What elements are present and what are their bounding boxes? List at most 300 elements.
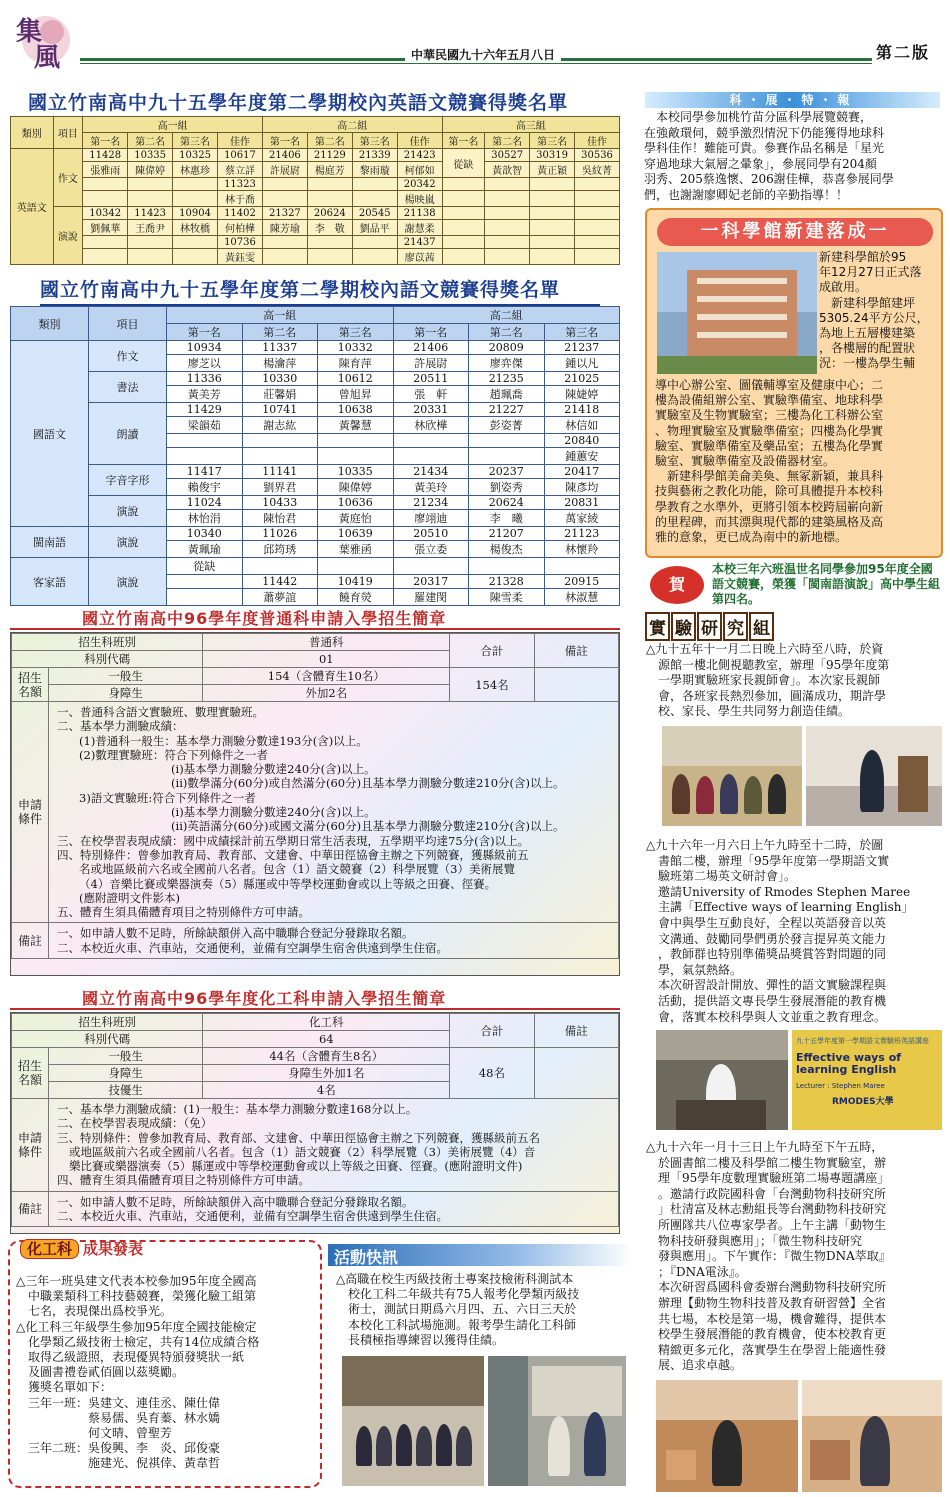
- table-row: [11, 149, 620, 162]
- table-cell: 饒育熒: [318, 589, 394, 606]
- condition-line: 名或地區級前六名或全國前八名者。包含（1）語文競賽（2）科學展覽（3）美術展覽: [79, 862, 515, 877]
- table-cell: 賴俊宇: [167, 479, 243, 496]
- text-line: 物科技研發與應用」；「微生物科技研究: [646, 1233, 863, 1248]
- table-cell: 楊庭芳: [307, 162, 352, 178]
- total-header: 合計: [450, 1014, 534, 1048]
- note-header: 備註: [534, 1014, 618, 1048]
- text-line: 學科佳作！難能可貴。參賽作品名稱是「星光: [644, 141, 885, 155]
- table-cell: 李 敬: [307, 220, 352, 236]
- table-cell: [442, 249, 485, 265]
- text-line: 源館一樓北側視聽教室，辦理「95學年度第: [646, 657, 890, 672]
- issue-date: 中華民國九十六年五月八日: [405, 46, 561, 63]
- item-cell: 作文: [89, 341, 167, 372]
- notes-list: [49, 1191, 619, 1227]
- condition-line: 或地區級前六名或全國前八名者。包含（1）語文競賽（2）科學展覽（3）美術展覽（4）音: [69, 1144, 536, 1159]
- table-cell: [307, 249, 352, 265]
- table-cell: [262, 236, 307, 249]
- table-cell: 劉界君: [242, 479, 318, 496]
- condition-line: (1)普通科一般生：基本學力測驗分數達193分(含)以上。: [79, 733, 368, 748]
- text-line: 技與藝術之教化功能，除可具體提升本校科: [655, 484, 884, 499]
- table-cell: 21418: [544, 403, 620, 417]
- table-cell: 20511: [393, 372, 469, 386]
- science-building-text: [655, 378, 939, 545]
- table-cell: 10342: [83, 207, 128, 220]
- text-line: 會，落實本校科學與人文並重之教育理念。: [646, 1009, 887, 1024]
- table-cell: 劉品平: [352, 220, 397, 236]
- text-line: ，教師群也特別準備獎品獎賞答對問題的同: [646, 947, 887, 962]
- table-row: [11, 527, 620, 541]
- table-cell: [262, 178, 307, 191]
- disabled-quota: 身障生外加1名: [203, 1065, 450, 1082]
- table-cell: 21235: [469, 372, 545, 386]
- table-cell: 10330: [242, 372, 318, 386]
- dept-code: 64: [203, 1031, 450, 1048]
- place-header: 第一名: [393, 324, 469, 341]
- table-cell: 10639: [318, 527, 394, 541]
- table-row: [11, 465, 620, 479]
- table-cell: 黃珮瑜: [167, 541, 243, 558]
- table-cell: [173, 236, 218, 249]
- table-cell: 20831: [544, 496, 620, 510]
- table-cell: 陳彥均: [544, 479, 620, 496]
- table-cell: 21423: [397, 149, 442, 162]
- table-row: [11, 178, 620, 191]
- table-cell: [575, 236, 620, 249]
- table-cell: 20915: [544, 575, 620, 589]
- header-item: 項目: [53, 117, 83, 149]
- text-line: 邀請University of Rmodes Stephen Maree: [646, 884, 911, 899]
- general-admission-title: 國立竹南高中96學年度普通科申請入學招生簡章: [82, 609, 447, 628]
- table-row: [11, 403, 620, 417]
- text-line: 於圖書館二樓及科學館二樓生物實驗室，辦: [646, 1155, 887, 1170]
- condition-line: 五、體育生須具備體育項目之特別條件方可申請。: [57, 905, 311, 920]
- science-building-box: [645, 208, 943, 558]
- item-cell: 演說: [53, 207, 83, 265]
- table-cell: 陳偉婷: [128, 162, 173, 178]
- science-building-side-text: [819, 250, 939, 372]
- condition-line: 四、體育生須具備體育項目之特別條件方可申請。: [57, 1173, 311, 1188]
- item-cell: 作文: [53, 149, 83, 207]
- place-header: 第三名: [530, 133, 575, 149]
- place-header: 第二名: [242, 324, 318, 341]
- place-header: 第三名: [173, 133, 218, 149]
- table-cell: 11323: [218, 178, 263, 191]
- table-cell: 羅建閔: [393, 589, 469, 606]
- table-cell: 彭姿菁: [469, 417, 545, 434]
- lecture-photo-2: [802, 1380, 942, 1492]
- quota-total: 48名: [450, 1048, 534, 1099]
- table-cell: [393, 558, 469, 575]
- text-line: 為地上五層樓建築: [819, 326, 916, 341]
- chem-results-box: [8, 1240, 322, 1488]
- item-cell: 朗讀: [89, 403, 167, 465]
- group-header: 高三組: [442, 117, 619, 133]
- condition-line: 二、基本學力測驗成績：: [57, 719, 184, 734]
- chem-results-text: [16, 1274, 316, 1472]
- table-cell: [485, 249, 530, 265]
- table-cell: 吳紋菁: [575, 162, 620, 178]
- text-line: 三年一班：吳建文、連佳丞、陳仕偉: [16, 1395, 221, 1410]
- table-cell: [167, 575, 243, 589]
- text-line: 實驗室及生物實驗室；三樓為化工科辦公室: [655, 408, 884, 423]
- table-cell: 20624: [307, 207, 352, 220]
- table-cell: [485, 207, 530, 220]
- table-row: [11, 496, 620, 510]
- science-building-banner: 一科學館新建落成一: [657, 218, 933, 246]
- table-cell: 林牧橋: [173, 220, 218, 236]
- table-row: [11, 162, 620, 178]
- lab-news-english-seminar: [646, 838, 944, 1025]
- text-line: 蔡易儒、吳育蓁、林水嬌: [16, 1410, 221, 1425]
- quota-total: 154名: [450, 668, 534, 702]
- lab-photo: [488, 1356, 626, 1486]
- condition-line: 一、基本學力測驗成績：(1)一般生：基本學力測驗分數達168分以上。: [57, 1102, 418, 1116]
- table-cell: 10904: [173, 207, 218, 220]
- text-line: △化工科三年級學生參加95年度全國技能檢定: [16, 1319, 257, 1334]
- congratulations-note: [650, 562, 942, 608]
- table-cell: 20510: [393, 527, 469, 541]
- svg-text:風: 風: [34, 43, 61, 72]
- table-cell: [352, 249, 397, 265]
- dept-name: 普通科: [203, 634, 450, 651]
- table-cell: [83, 249, 128, 265]
- note-line: 一、如申請人數不足時，所餘缺額併入高中職聯合登記分發錄取名額。: [57, 1194, 414, 1209]
- newspaper-logo: [12, 10, 74, 72]
- class-header: 招生科班別: [12, 1014, 203, 1031]
- chinese-contest-title: 國立竹南高中九十五學年度第二學期校內語文競賽得獎名單: [40, 275, 600, 306]
- text-line: 本校化工科試場施測。報考學生請化工科師: [336, 1317, 577, 1332]
- text-line: 文溝通、鼓勵同學們勇於發言提昇英文能力: [646, 931, 887, 946]
- table-cell: [442, 191, 485, 207]
- general-quota: 154（含體育生10名）: [203, 668, 450, 685]
- table-cell: 楊俊杰: [469, 541, 545, 558]
- table-cell: [442, 207, 485, 220]
- table-cell: [393, 448, 469, 465]
- text-line: 一學期實驗班家長親師會」。本次家長親師: [646, 673, 881, 688]
- chem-admission-box: [10, 1012, 620, 1234]
- parent-meeting-photo-1: [662, 726, 802, 826]
- table-cell: 21129: [307, 149, 352, 162]
- table-cell: [575, 178, 620, 191]
- english-contest-title: 國立竹南高中九十五學年度第二學期校內英語文競賽得獎名單: [28, 88, 588, 119]
- text-line: 校、家長、學生共同努力創造佳績。: [646, 704, 851, 719]
- item-cell: 字音字形: [89, 465, 167, 496]
- table-cell: 11336: [167, 372, 243, 386]
- seminar-photo-1: [656, 1030, 788, 1130]
- table-cell: [83, 191, 128, 207]
- table-cell: [469, 558, 545, 575]
- text-line: 三年二班：吳俊興、李 炎、邱俊豪: [16, 1441, 221, 1456]
- table-cell: [128, 236, 173, 249]
- table-cell: [530, 249, 575, 265]
- news-heading-bar: [328, 1244, 632, 1266]
- table-cell: 10419: [318, 575, 394, 589]
- text-line: 取得乙級證照，表現優異特頒發獎狀一紙: [16, 1350, 245, 1365]
- table-cell: 11442: [242, 575, 318, 589]
- table-cell: [128, 249, 173, 265]
- heading-char: 驗: [671, 612, 696, 641]
- congratulations-seal: 賀: [650, 566, 704, 604]
- group-header: 高二組: [262, 117, 442, 133]
- table-cell: 11141: [242, 465, 318, 479]
- text-line: 活動，提供語文專長學生發展潛能的教育機: [646, 993, 887, 1008]
- table-cell: [530, 236, 575, 249]
- table-cell: [485, 191, 530, 207]
- table-cell: [242, 558, 318, 575]
- text-line: 何文晴、曾聖芳: [16, 1426, 173, 1441]
- table-cell: 廖苡茜: [397, 249, 442, 265]
- vacant-cell: 從缺: [167, 558, 243, 575]
- text-line: △高職在校生丙級技術士專案技檢術科測試本: [336, 1272, 574, 1286]
- table-cell: 劉姿秀: [469, 479, 545, 496]
- place-header: 第一名: [83, 133, 128, 149]
- table-cell: [442, 236, 485, 249]
- table-cell: [393, 434, 469, 448]
- text-line: 驗班第二場英文研討會」。: [646, 869, 797, 884]
- page-number: 第二版: [876, 43, 931, 62]
- table-cell: 10433: [242, 496, 318, 510]
- table-row: [11, 220, 620, 236]
- header-item: 項目: [89, 307, 167, 341]
- table-cell: 11428: [83, 149, 128, 162]
- table-cell: [167, 589, 243, 606]
- quota-note: [534, 668, 618, 702]
- quota-label: 招生名額: [12, 1048, 49, 1099]
- table-cell: [173, 178, 218, 191]
- table-cell: 黃馨慧: [318, 417, 394, 434]
- text-line: 共七場，本校是第一場，機會難得，提供本: [646, 1311, 887, 1326]
- code-header: 科別代碼: [12, 1031, 203, 1048]
- slide-lecturer: Lecturer : Stephen Maree: [796, 1082, 885, 1090]
- table-cell: 陳婕婷: [544, 386, 620, 403]
- table-cell: 林欣樺: [393, 417, 469, 434]
- table-cell: [83, 178, 128, 191]
- text-line: ；『DNA電泳』。: [646, 1264, 747, 1279]
- text-line: 況：一樓為學生輔: [819, 356, 916, 371]
- table-cell: 陳芳瑜: [262, 220, 307, 236]
- science-building-photo: [657, 252, 817, 374]
- science-fair-text: [644, 110, 944, 203]
- table-cell: 蔡立詳: [218, 162, 263, 178]
- table-cell: 鍾以凡: [544, 355, 620, 372]
- place-header: 佳作: [218, 133, 263, 149]
- text-line: 辦理【動物生物科技普及教育研習營】全省: [646, 1295, 887, 1310]
- table-cell: [485, 178, 530, 191]
- table-cell: 謝志紘: [242, 417, 318, 434]
- text-line: 5305.24平方公尺，: [819, 310, 929, 325]
- dept-code: 01: [203, 651, 450, 668]
- table-cell: 蕭夢誼: [242, 589, 318, 606]
- general-student-label: 一般生: [49, 668, 203, 685]
- dept-name: 化工科: [203, 1014, 450, 1031]
- svg-text:集: 集: [16, 17, 43, 47]
- table-cell: 20342: [397, 178, 442, 191]
- table-cell: 柯郁如: [397, 162, 442, 178]
- table-cell: 11423: [128, 207, 173, 220]
- table-cell: 黃歆智: [485, 162, 530, 178]
- table-row: [11, 191, 620, 207]
- text-line: 驗室、實驗準備室及設備器材室。: [655, 454, 836, 469]
- condition-line: 二、在校學習表現成績：（免）: [57, 1116, 213, 1131]
- conditions-list: [49, 702, 619, 923]
- table-cell: 21123: [544, 527, 620, 541]
- table-cell: [575, 191, 620, 207]
- table-cell: 黃美玲: [393, 479, 469, 496]
- place-header: 第一名: [442, 133, 485, 149]
- table-cell: 21207: [469, 527, 545, 541]
- table-cell: 黎雨璇: [352, 162, 397, 178]
- text-line: △九十六年一月十三日上午九時至下午五時，: [646, 1140, 884, 1154]
- text-line: 年12月27日正式落: [819, 265, 922, 280]
- condition-line: （4）音樂比賽或樂器演奏（5）縣運或中等學校運動會或以上等級之田賽、徑賽。: [79, 876, 497, 891]
- table-cell: 20809: [469, 341, 545, 355]
- notes-label: 備註: [12, 923, 49, 959]
- text-line: 穿過地球大氣層之暈象」，參展同學有204顏: [644, 156, 877, 171]
- total-header: 合計: [450, 634, 534, 668]
- table-cell: 張立委: [393, 541, 469, 558]
- text-line: 驗室、實驗準備室及藥品室；五樓為化學實: [655, 438, 884, 453]
- section-rule: [10, 1008, 620, 1010]
- table-cell: 10636: [318, 496, 394, 510]
- table-cell: 陳雪柔: [469, 589, 545, 606]
- text-line: 校學生發展潛能的教育機會，使本校教育更: [646, 1327, 887, 1342]
- english-results-table: [10, 116, 620, 265]
- text-line: 及圖書禮卷貳佰圓以茲獎勵。: [16, 1365, 185, 1380]
- table-cell: [128, 178, 173, 191]
- text-line: 導中心辦公室、圖儀輔導室及健康中心；二: [655, 378, 884, 392]
- item-cell: 演說: [89, 527, 167, 558]
- text-line: 們，也謝謝廖卿妃老師的辛勤指導！！: [644, 187, 849, 202]
- disabled-student-label: 身障生: [49, 1065, 203, 1082]
- table-cell: [262, 191, 307, 207]
- table-cell: 謝慧柔: [397, 220, 442, 236]
- item-cell: 演說: [89, 558, 167, 606]
- table-cell: [442, 178, 485, 191]
- condition-line: 三、特別條件：曾參加教育局、教育部、文建會、中華田徑協會主辦之下列競賽，獲縣級前五名: [57, 1130, 541, 1145]
- heading-char: 研: [697, 612, 722, 641]
- lecture-photo-1: [656, 1380, 798, 1492]
- quota-note: [534, 1048, 618, 1099]
- text-line: 展、追求卓越。: [646, 1358, 743, 1373]
- table-cell: 許展尉: [393, 355, 469, 372]
- slide-organization: RMODES大學: [832, 1097, 894, 1107]
- text-line: 長積極指導練習以獲得佳績。: [336, 1332, 505, 1347]
- table-cell: 11429: [167, 403, 243, 417]
- table-cell: 20331: [393, 403, 469, 417]
- congratulations-text: 本校三年六班温世名同學參加95年度全國語文競賽，榮獲「閩南語演說」高中學生組第四名。: [712, 562, 941, 606]
- text-line: ，各樓層的配置狀: [819, 341, 916, 356]
- table-cell: 張雅雨: [83, 162, 128, 178]
- text-line: 雅的意象，更已成為南中的新地標。: [655, 530, 848, 545]
- text-line: 新建科學館建坪: [819, 295, 916, 310]
- general-student-label: 一般生: [49, 1048, 203, 1065]
- table-cell: [167, 448, 243, 465]
- item-cell: 演說: [89, 496, 167, 527]
- place-header: 佳作: [397, 133, 442, 149]
- disabled-quota: 外加2名: [203, 685, 450, 702]
- table-cell: [242, 448, 318, 465]
- table-cell: 萬家綾: [544, 510, 620, 527]
- table-cell: [307, 236, 352, 249]
- table-cell: 21138: [397, 207, 442, 220]
- table-cell: 林淑慧: [544, 589, 620, 606]
- news-text: [336, 1272, 628, 1348]
- text-line: 本次研習設計開放、彈性的語文實驗課程與: [646, 978, 887, 993]
- table-cell: 10736: [218, 236, 263, 249]
- table-cell: [242, 434, 318, 448]
- table-cell: 20840: [544, 434, 620, 448]
- skill-student-label: 技優生: [49, 1082, 203, 1099]
- general-admission-box: [10, 632, 620, 976]
- table-cell: 鍾蕙安: [544, 448, 620, 465]
- table-cell: 21437: [397, 236, 442, 249]
- table-cell: 21237: [544, 341, 620, 355]
- code-header: 科別代碼: [12, 651, 203, 668]
- table-cell: [352, 191, 397, 207]
- table-cell: 10340: [167, 527, 243, 541]
- condition-line: 四、特別條件：曾參加教育局、教育部、文建會、中華田徑協會主辦之下列競賽，獲縣級前五: [57, 847, 529, 862]
- table-cell: 楊瀹萍: [242, 355, 318, 372]
- chem-results-title: 成果發表: [83, 1240, 144, 1258]
- class-header: 招生科班別: [12, 634, 203, 651]
- table-cell: 10741: [242, 403, 318, 417]
- note-line: 二、本校近火車、汽車站，交通便利，並備有空調學生宿舍供遠到學生住宿。: [57, 1209, 449, 1224]
- table-cell: 陳育萍: [318, 355, 394, 372]
- table-cell: [352, 178, 397, 191]
- table-cell: 陳偉婷: [318, 479, 394, 496]
- table-cell: 許展尉: [262, 162, 307, 178]
- table-cell: [442, 220, 485, 236]
- place-header: 第二名: [469, 324, 545, 341]
- condition-line: (i)基本學力測驗分數達240分(含)以上。: [171, 762, 376, 777]
- chem-dept-tag: 化工科: [20, 1239, 79, 1259]
- table-cell: 趙珮喬: [469, 386, 545, 403]
- text-line: 新建科學館於95: [819, 250, 907, 264]
- table-cell: 20624: [469, 496, 545, 510]
- vacant-cell: 從缺: [442, 149, 485, 178]
- table-cell: 21328: [469, 575, 545, 589]
- table-cell: 21434: [393, 465, 469, 479]
- condition-line: (應附證明文件影本): [79, 890, 181, 905]
- page-header: [0, 0, 950, 82]
- table-cell: [530, 220, 575, 236]
- skill-quota: 4名: [203, 1082, 450, 1099]
- table-cell: 21339: [352, 149, 397, 162]
- text-line: 理「95學年度數理實驗班第二場專題講座」: [646, 1171, 890, 1186]
- text-line: 術士，測試日期爲六月四、五、六日三天於: [336, 1302, 577, 1317]
- table-cell: [173, 191, 218, 207]
- table-cell: 21406: [393, 341, 469, 355]
- table-cell: 黃鈺雯: [218, 249, 263, 265]
- table-cell: 20317: [393, 575, 469, 589]
- item-cell: 書法: [89, 372, 167, 403]
- table-cell: [485, 220, 530, 236]
- table-cell: [530, 207, 575, 220]
- table-cell: 30536: [575, 149, 620, 162]
- section-rule: [10, 628, 620, 630]
- text-line: 、物理實驗室及實驗準備室；四樓為化學實: [655, 423, 884, 438]
- table-cell: [469, 448, 545, 465]
- table-cell: 21234: [393, 496, 469, 510]
- table-cell: [83, 236, 128, 249]
- note-line: 一、如申請人數不足時，所餘缺額併入高中職聯合登記分發錄取名額。: [57, 926, 414, 941]
- text-line: 。邀請行政院國科會「台灣動物科技研究所: [646, 1186, 887, 1201]
- table-cell: 廖弈傑: [469, 355, 545, 372]
- seminar-slide-photo: [792, 1030, 942, 1130]
- table-cell: 王喬尹: [128, 220, 173, 236]
- text-line: 新建科學館美侖美奐、無冢新穎，兼具科: [655, 469, 884, 484]
- quota-label: 招生名額: [12, 668, 49, 702]
